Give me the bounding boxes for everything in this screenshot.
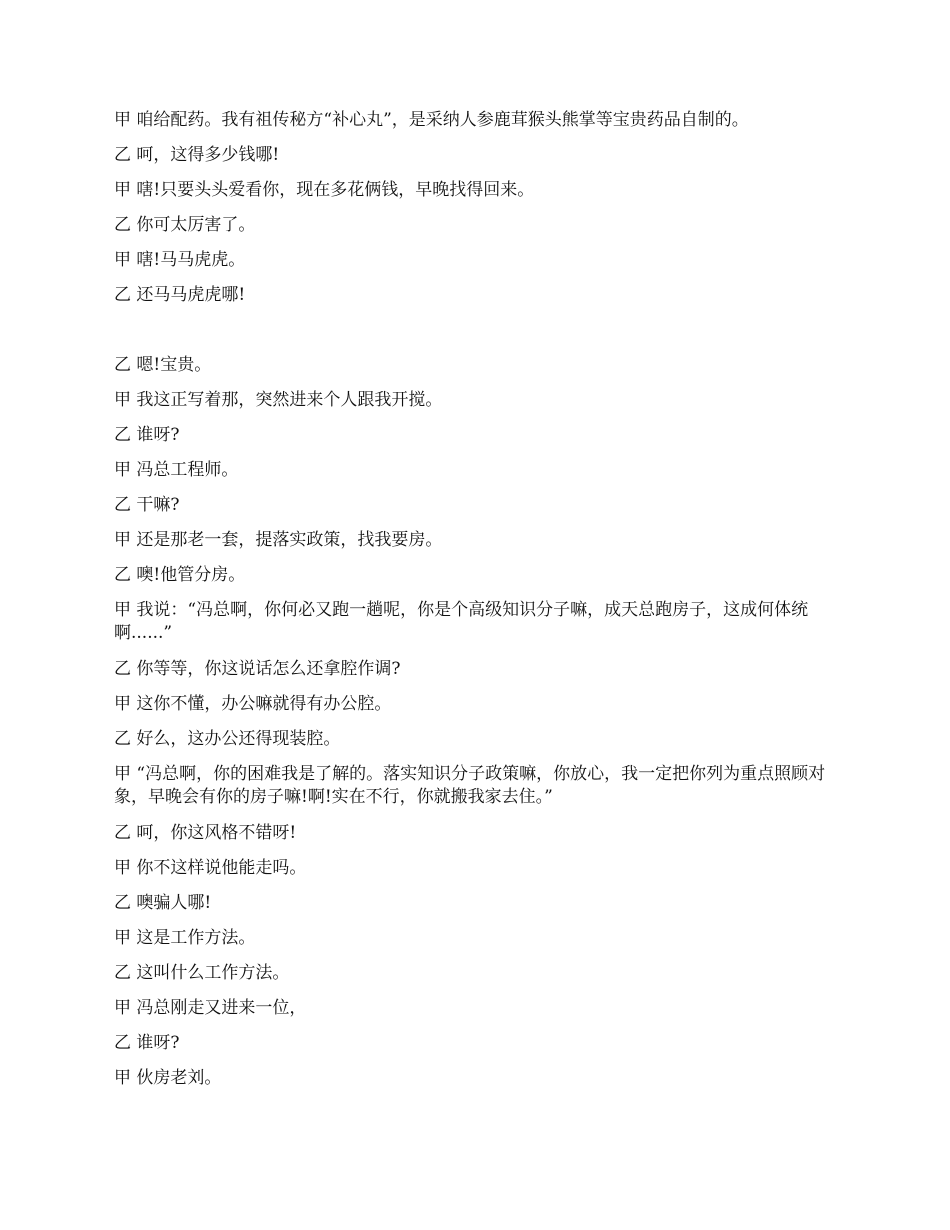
dialogue-line: 甲 我说：“冯总啊，你何必又跑一趟呢，你是个高级知识分子嘛，成天总跑房子，这成何体统啊......” [114, 600, 809, 643]
dialogue-line: 乙 还马马虎虎哪! [114, 285, 246, 305]
dialogue-line: 甲 嗐!只要头头爱看你，现在多花俩钱，早晚找得回来。 [114, 180, 535, 200]
dialogue-line: 甲 伙房老刘。 [114, 1068, 222, 1088]
dialogue-line: 甲 嗐!马马虎虎。 [114, 250, 246, 270]
dialogue-line: 乙 呵，这得多少钱哪! [114, 145, 280, 165]
document-body [114, 109, 834, 1102]
dialogue-line: 乙 噢!他管分房。 [114, 565, 246, 585]
dialogue-line: 甲 冯总刚走又进来一位， [114, 998, 307, 1018]
dialogue-line: 乙 干嘛? [114, 495, 180, 515]
dialogue-line: 乙 噢骗人哪! [114, 893, 212, 913]
dialogue-line: 甲 我这正写着那，突然进来个人跟我开搅。 [114, 390, 443, 410]
dialogue-line: 乙 你可太厉害了。 [114, 215, 256, 235]
dialogue-line: 乙 谁呀? [114, 1033, 180, 1053]
dialogue-line: 乙 好么，这办公还得现装腔。 [114, 729, 341, 749]
dialogue-line: 甲 咱给配药。我有祖传秘方“补心丸”，是采纳人参鹿茸猴头熊掌等宝贵药品自制的。 [114, 110, 749, 130]
dialogue-line: 甲 “冯总啊，你的困难我是了解的。落实知识分子政策嘛，你放心，我一定把你列为重点照顾对象，早晚会有你的房子嘛!啊!实在不行，你就搬我家去住。” [114, 764, 826, 807]
dialogue-line: 乙 这叫什么工作方法。 [114, 963, 290, 983]
dialogue-line: 甲 冯总工程师。 [114, 460, 239, 480]
dialogue-line: 乙 呵，你这风格不错呀! [114, 823, 297, 843]
dialogue-line: 甲 这是工作方法。 [114, 928, 256, 948]
dialogue-line: 乙 嗯!宝贵。 [114, 355, 212, 375]
dialogue-line: 甲 还是那老一套，提落实政策，找我要房。 [114, 530, 443, 550]
dialogue-line: 甲 这你不懂，办公嘛就得有办公腔。 [114, 694, 392, 714]
section-gap [114, 319, 834, 354]
dialogue-line: 甲 你不这样说他能走吗。 [114, 858, 307, 878]
dialogue-line: 乙 谁呀? [114, 425, 180, 445]
dialogue-line: 乙 你等等，你这说话怎么还拿腔作调? [114, 659, 401, 679]
